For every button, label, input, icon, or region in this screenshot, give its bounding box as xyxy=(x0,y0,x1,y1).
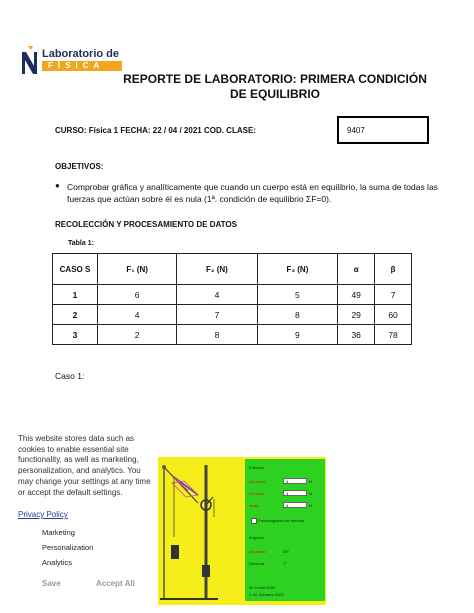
credit-line: J. M. Zamarro 2001 xyxy=(249,592,284,597)
cookie-text: This website stores data such as cookies to enable essential site functionality, as well as marketing, personalization, and analytics. You may change your settings at any time or accept the default settings. xyxy=(18,434,151,497)
right-force-input[interactable]: 4 xyxy=(283,490,307,496)
left-angle-value: 49° xyxy=(283,549,290,554)
table-cell: 5 xyxy=(257,285,338,305)
simulation-controls xyxy=(245,459,325,601)
right-angle-label: Derecha xyxy=(249,561,265,566)
logo-subtitle: FÍSICA xyxy=(42,61,122,71)
logo-title: Laboratorio de xyxy=(42,48,120,60)
table-cell: 2 xyxy=(53,305,98,325)
angles-label: Ángulos: xyxy=(249,535,265,540)
right-force-label: Derecha xyxy=(249,491,265,496)
table-header-row xyxy=(53,254,412,285)
objective-text: Comprobar gráfica y analíticamente que cuando un cuerpo está en equilibrio, la suma de todas las fuerzas que actúan sobre él es nula (1ª. condición de equilibrio ΣF=0). xyxy=(67,182,438,204)
table-cell: 8 xyxy=(257,305,338,325)
table-cell: 36 xyxy=(338,325,375,345)
unit-label: N xyxy=(309,491,312,496)
center-force-label: Abajo xyxy=(249,503,260,508)
table-row xyxy=(53,325,412,345)
data-section-heading: RECOLECCIÓN Y PROCESAMIENTO DE DATOS xyxy=(55,220,237,229)
table-cell: 1 xyxy=(53,285,98,305)
col-header-alpha: α xyxy=(338,254,375,285)
table-cell: 3 xyxy=(53,325,98,345)
table-label: Tabla 1: xyxy=(68,240,94,247)
unit-label: N xyxy=(309,503,312,508)
table-cell: 7 xyxy=(177,305,257,325)
table-row xyxy=(53,305,412,325)
center-force-input[interactable]: 5 xyxy=(283,502,307,508)
save-button[interactable]: Save xyxy=(42,579,61,588)
marketing-option[interactable]: Marketing xyxy=(42,528,75,537)
privacy-policy-link[interactable]: Privacy Policy xyxy=(18,510,68,519)
bullet-icon: ● xyxy=(55,181,60,190)
table-cell: 9 xyxy=(257,325,338,345)
table-cell: 2 xyxy=(98,325,177,345)
table-cell: 49 xyxy=(338,285,375,305)
parallelogram-label: Paralelogramo de fuerzas xyxy=(258,518,304,523)
parallelogram-checkbox[interactable] xyxy=(251,518,257,524)
col-header-f3: F₃ (N) xyxy=(257,254,338,285)
col-header-f2: F₂ (N) xyxy=(177,254,257,285)
forces-label: Fuerzas: xyxy=(249,465,265,470)
table-cell: 7 xyxy=(375,285,412,305)
table-cell: 4 xyxy=(98,305,177,325)
credit-line: W. Fendt 2000 xyxy=(249,585,276,590)
table-cell: 60 xyxy=(375,305,412,325)
table-cell: 78 xyxy=(375,325,412,345)
table-cell: 29 xyxy=(338,305,375,325)
personalization-option[interactable]: Personalization xyxy=(42,543,94,552)
unit-label: N xyxy=(309,479,312,484)
table-row xyxy=(53,285,412,305)
accept-all-button[interactable]: Accept All xyxy=(96,579,135,588)
analytics-option[interactable]: Analytics xyxy=(42,558,73,567)
col-header-casos: CASO S xyxy=(53,254,98,285)
report-title: REPORTE DE LABORATORIO: PRIMERA CONDICIÓN DE EQUILIBRIO xyxy=(123,72,427,101)
left-force-label: Izquierda xyxy=(249,479,266,484)
left-force-input[interactable]: 6 xyxy=(283,478,307,484)
university-logo-icon xyxy=(20,46,40,76)
table-cell: 6 xyxy=(98,285,177,305)
table-cell: 4 xyxy=(177,285,257,305)
class-code: 9407 xyxy=(347,126,365,135)
left-angle-label: Izquierda xyxy=(249,549,266,554)
force-table-diagram xyxy=(158,457,248,605)
objectives-heading: OBJETIVOS: xyxy=(55,162,104,171)
case-label: Caso 1: xyxy=(55,371,85,381)
col-header-beta: β xyxy=(375,254,412,285)
table-cell: 8 xyxy=(177,325,257,345)
course-line: CURSO: Física 1 FECHA: 22 / 04 / 2021 COD. CLASE: xyxy=(55,126,256,135)
data-table xyxy=(52,253,412,345)
col-header-f1: F₁ (N) xyxy=(98,254,177,285)
right-angle-value: 7° xyxy=(283,561,287,566)
